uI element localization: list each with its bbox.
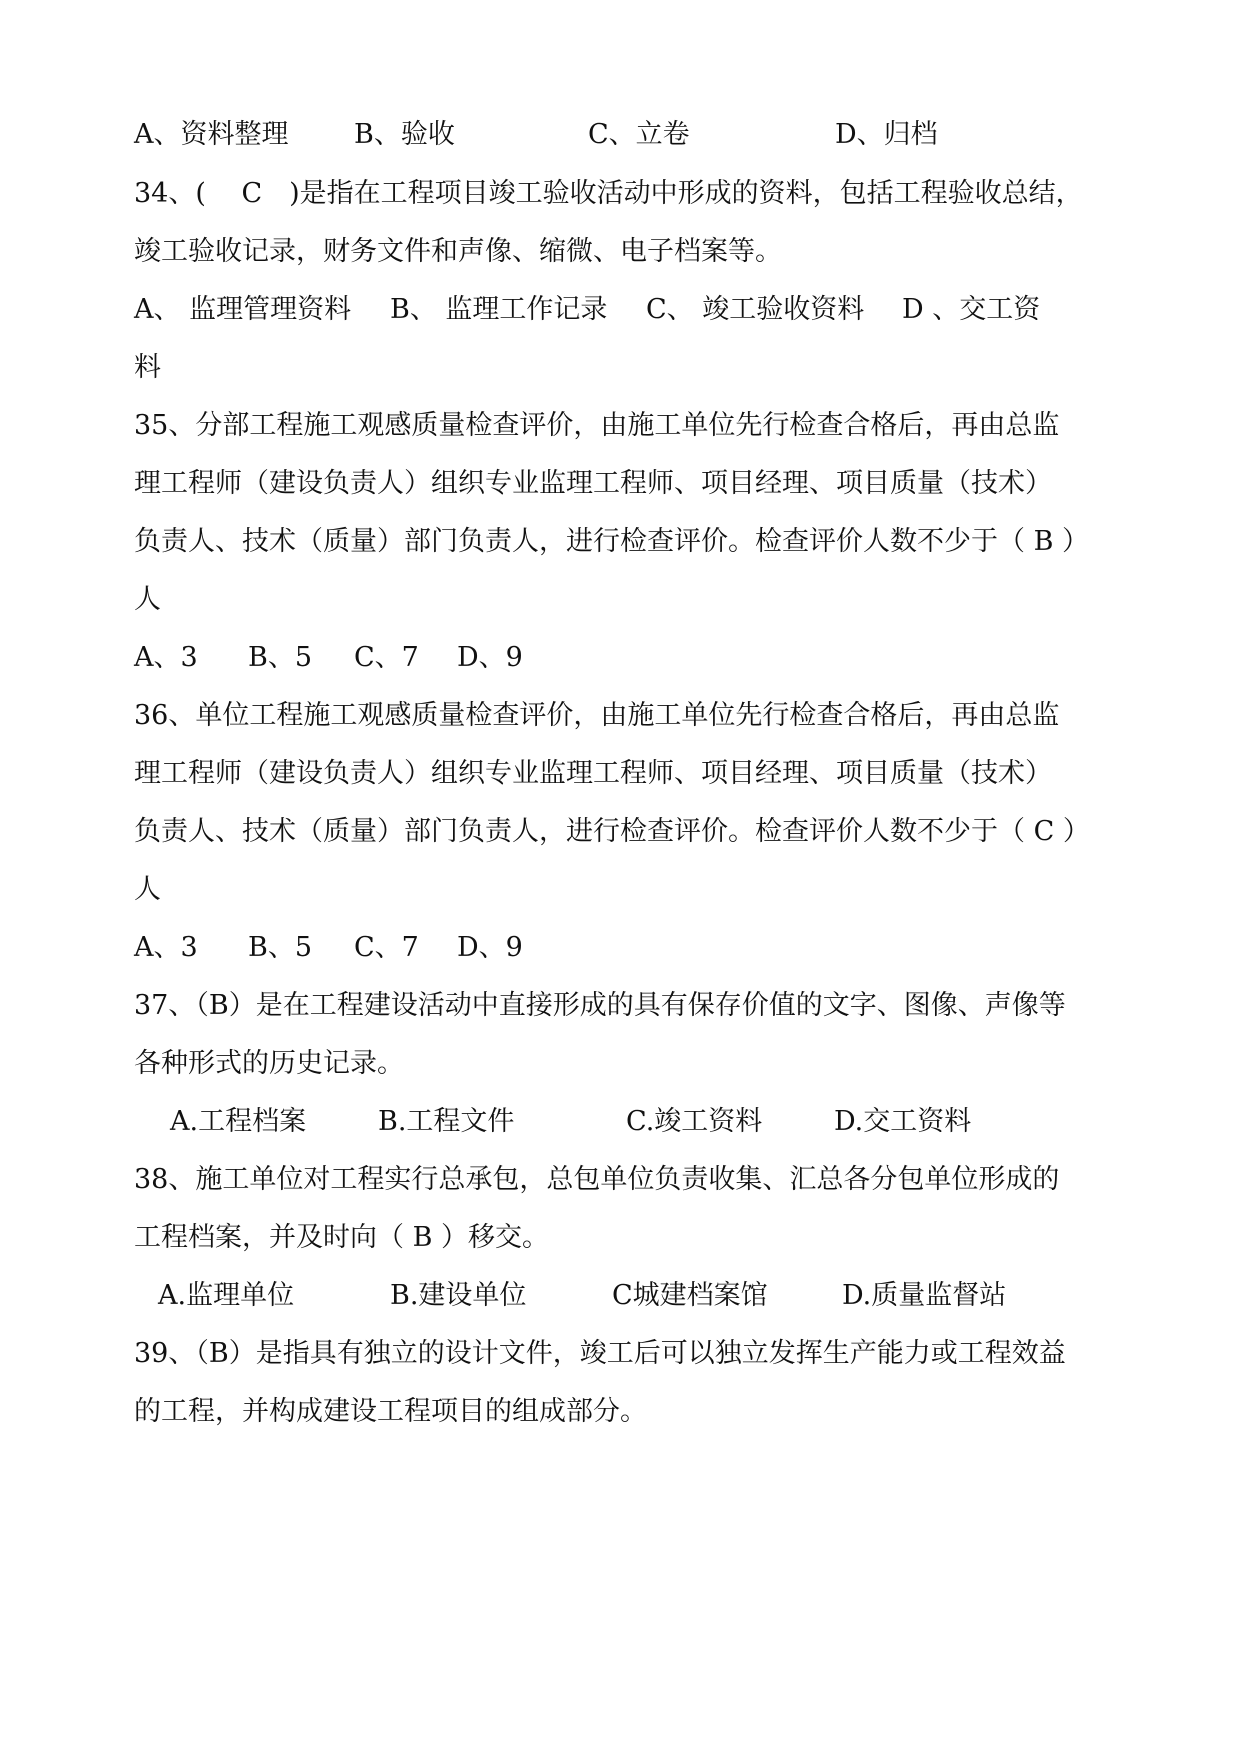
q37-question-part-1: 37、（B）是在工程建设活动中直接形成的具有保存价值的文字、图像、声像等 xyxy=(134,990,1066,1021)
q39-question-part-1: 39、（B）是指具有独立的设计文件，竣工后可以独立发挥生产能力或工程效益 xyxy=(134,1338,1066,1369)
q37-option-c: C.竣工资料 xyxy=(626,1106,763,1137)
q38-question-part-1: 38、施工单位对工程实行总承包，总包单位负责收集、汇总各分包单位形成的 xyxy=(134,1164,1060,1195)
q34-option-c: C、 竣工验收资料 xyxy=(646,294,865,325)
q34-option-a: A、 监理管理资料 xyxy=(134,294,352,325)
q38-question-part-2: 工程档案，并及时向（ B ）移交。 xyxy=(134,1222,550,1253)
q36-option-a: A、3 xyxy=(134,932,198,963)
q39-question-part-2: 的工程，并构成建设工程项目的组成部分。 xyxy=(134,1396,647,1427)
q33-option-b: B、验收 xyxy=(354,119,455,150)
q34-option-d-continued: 料 xyxy=(134,352,161,383)
q37-option-a: A.工程档案 xyxy=(170,1106,307,1137)
q36-question-part-2: 理工程师（建设负责人）组织专业监理工程师、项目经理、项目质量（技术） xyxy=(134,758,1052,789)
q38-option-a: A.监理单位 xyxy=(158,1280,295,1311)
q35-question-part-3: 负责人、技术（质量）部门负责人，进行检查评价。检查评价人数不少于（ B ） xyxy=(134,526,1090,557)
q36-question-part-3: 负责人、技术（质量）部门负责人，进行检查评价。检查评价人数不少于（ C ） xyxy=(134,816,1090,847)
q36-option-d: D、9 xyxy=(457,932,523,963)
q38-option-d: D.质量监督站 xyxy=(842,1280,1007,1311)
q35-option-b: B、5 xyxy=(248,642,313,673)
q36-option-c: C、7 xyxy=(354,932,419,963)
q37-option-d: D.交工资料 xyxy=(834,1106,972,1137)
q34-question-part-1: 34、( C )是指在工程项目竣工验收活动中形成的资料，包括工程验收总结， xyxy=(134,178,1083,209)
q38-option-b: B.建设单位 xyxy=(390,1280,527,1311)
q36-option-b: B、5 xyxy=(248,932,313,963)
q38-option-c: C城建档案馆 xyxy=(612,1280,768,1311)
q34-option-d: D 、交工资 xyxy=(902,294,1041,325)
q36-question-part-4: 人 xyxy=(134,874,161,905)
q35-question-part-2: 理工程师（建设负责人）组织专业监理工程师、项目经理、项目质量（技术） xyxy=(134,468,1052,499)
q35-option-c: C、7 xyxy=(354,642,419,673)
q36-question-part-1: 36、单位工程施工观感质量检查评价，由施工单位先行检查合格后，再由总监 xyxy=(134,700,1060,731)
q33-option-a: A、资料整理 xyxy=(134,119,289,150)
q33-option-c: C、立卷 xyxy=(588,119,690,150)
q35-question-part-4: 人 xyxy=(134,584,161,615)
q37-option-b: B.工程文件 xyxy=(378,1106,515,1137)
q35-option-d: D、9 xyxy=(457,642,523,673)
q34-option-b: B、 监理工作记录 xyxy=(390,294,608,325)
q37-question-part-2: 各种形式的历史记录。 xyxy=(134,1048,404,1079)
q34-question-part-2: 竣工验收记录，财务文件和声像、缩微、电子档案等。 xyxy=(134,236,782,267)
q33-option-d: D、归档 xyxy=(835,119,938,150)
q35-option-a: A、3 xyxy=(134,642,198,673)
q35-question-part-1: 35、分部工程施工观感质量检查评价，由施工单位先行检查合格后，再由总监 xyxy=(134,410,1060,441)
